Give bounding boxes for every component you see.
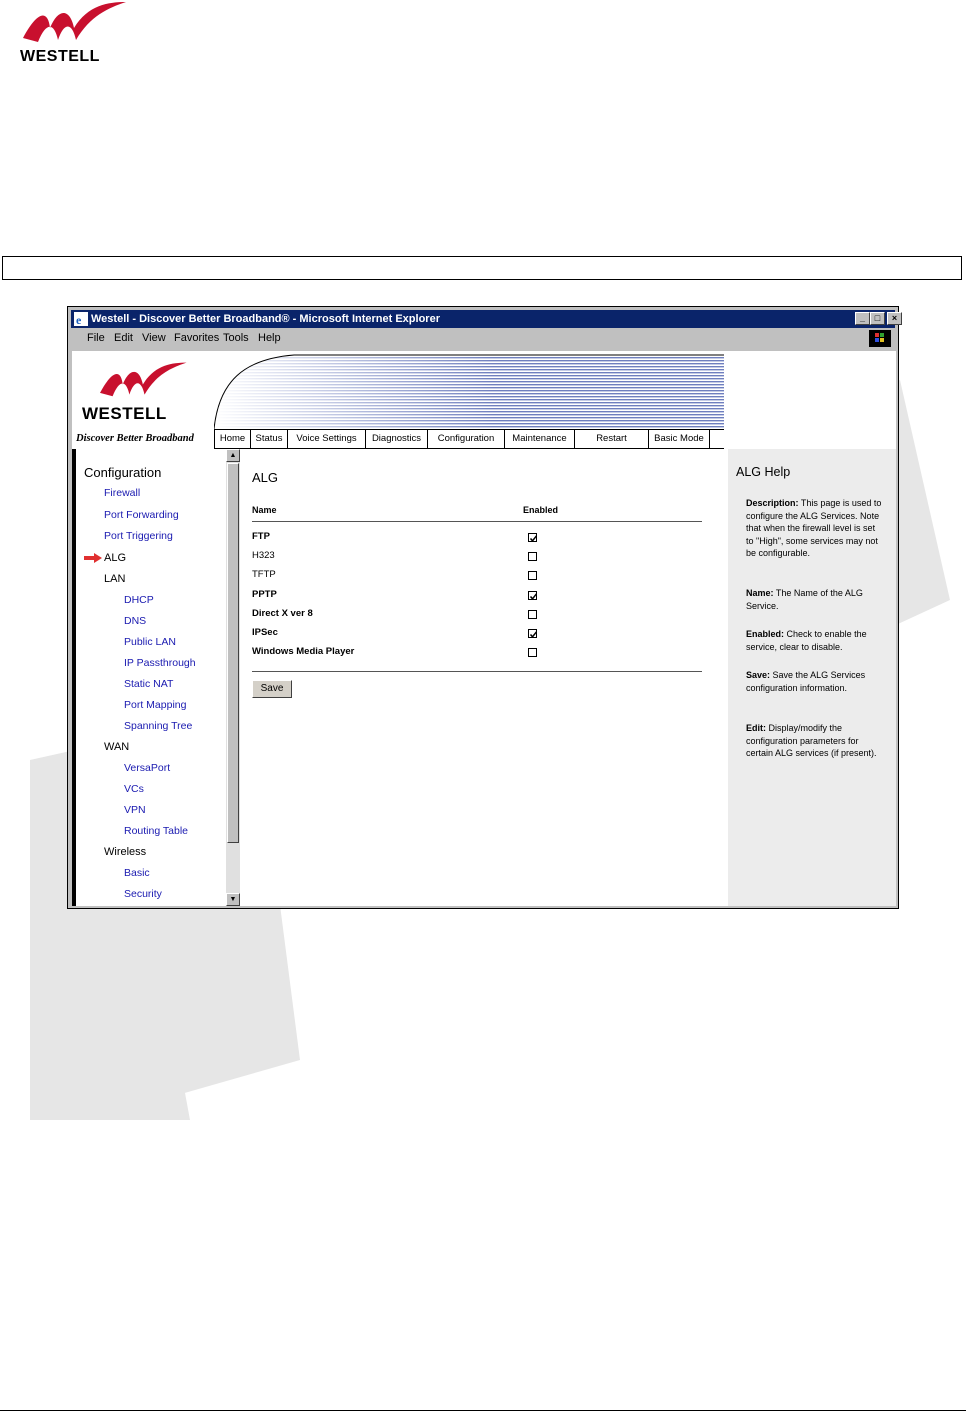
service-name: IPSec: [252, 627, 278, 638]
sidebar-item-routing-table[interactable]: Routing Table: [124, 825, 189, 837]
browser-window: [67, 306, 899, 909]
ie-icon: [74, 312, 88, 326]
banner-tagline: Discover Better Broadband: [76, 433, 194, 444]
document-logo: [18, 0, 128, 66]
sidebar-item-lan[interactable]: LAN: [104, 573, 126, 585]
sidebar-item-security[interactable]: Security: [124, 888, 162, 900]
tab-status[interactable]: Status: [250, 430, 287, 448]
westell-swoosh-icon: [18, 0, 128, 50]
westell-swoosh-icon: [92, 361, 192, 403]
sidebar-item-vcs[interactable]: VCs: [124, 783, 144, 795]
help-name: [746, 587, 882, 612]
maximize-button[interactable]: □: [870, 312, 885, 325]
service-name: FTP: [252, 531, 270, 542]
help-save-text: Save the ALG Services configuration information.: [746, 670, 866, 693]
help-description-term: Description:: [746, 498, 799, 508]
sidebar-item-ip-passthrough[interactable]: IP Passthrough: [124, 657, 196, 669]
menu-help[interactable]: Help: [258, 332, 281, 344]
sidebar-item-port-mapping[interactable]: Port Mapping: [124, 699, 187, 711]
help-description-text: This page is used to configure the ALG Services. Note that when the firewall level is set to "High", some services may not be configurable.: [746, 498, 882, 558]
window-title: Westell - Discover Better Broadband® - Microsoft Internet Explorer: [91, 313, 440, 325]
sidebar-item-spanning-tree[interactable]: Spanning Tree: [124, 720, 193, 732]
banner-logo: [72, 351, 210, 449]
menu-file[interactable]: File: [87, 332, 105, 344]
help-edit: [746, 722, 882, 760]
header-divider: [252, 521, 702, 522]
sidebar-item-port-triggering[interactable]: Port Triggering: [104, 530, 173, 542]
service-enabled-checkbox[interactable]: [528, 571, 537, 580]
banner-brand: WESTELL: [82, 404, 167, 423]
service-enabled-checkbox[interactable]: [528, 591, 537, 600]
service-name: PPTP: [252, 589, 277, 600]
tab-home[interactable]: Home: [214, 430, 250, 448]
help-description: [746, 497, 882, 560]
page-title: ALG: [252, 470, 279, 485]
sidebar-item-alg[interactable]: ALG: [104, 552, 127, 564]
service-name: Windows Media Player: [252, 646, 355, 657]
service-enabled-checkbox[interactable]: [528, 533, 537, 542]
menu-edit[interactable]: Edit: [114, 332, 133, 344]
menu-view[interactable]: View: [142, 332, 166, 344]
service-name: Direct X ver 8: [252, 608, 313, 619]
help-name-term: Name:: [746, 588, 774, 598]
page-content: [72, 351, 896, 906]
footer-divider: [252, 671, 702, 672]
tab-voice-settings[interactable]: Voice Settings: [287, 430, 365, 448]
sidebar-item-static-nat[interactable]: Static NAT: [124, 678, 174, 690]
title-bar[interactable]: [71, 310, 898, 328]
column-header-enabled: Enabled: [523, 505, 559, 515]
sidebar-item-versaport[interactable]: VersaPort: [124, 762, 171, 774]
document-footer-rule: [0, 1410, 966, 1411]
tab-diagnostics[interactable]: Diagnostics: [365, 430, 427, 448]
service-name: H323: [252, 550, 275, 561]
sidebar-item-dns[interactable]: DNS: [124, 615, 147, 627]
help-edit-text: Display/modify the configuration parameters for certain ALG services (if present).: [746, 723, 877, 758]
document-caption-box: [2, 256, 962, 280]
scroll-up-icon[interactable]: ▲: [226, 449, 240, 462]
service-enabled-checkbox[interactable]: [528, 552, 537, 561]
svg-text:e: e: [76, 313, 82, 326]
sidebar-item-firewall[interactable]: Firewall: [104, 487, 141, 499]
help-save: [746, 669, 882, 694]
service-enabled-checkbox[interactable]: [528, 648, 537, 657]
menu-bar: [71, 329, 895, 349]
tab-basic-mode[interactable]: Basic Mode: [648, 430, 710, 448]
menu-tools[interactable]: Tools: [223, 332, 249, 344]
tab-maintenance[interactable]: Maintenance: [504, 430, 574, 448]
sidebar-item-dhcp[interactable]: DHCP: [124, 594, 154, 606]
sidebar-item-wan[interactable]: WAN: [104, 741, 130, 753]
help-edit-term: Edit:: [746, 723, 766, 733]
minimize-button[interactable]: _: [855, 312, 870, 325]
nav-tabs: [214, 429, 724, 449]
sidebar-scrollbar[interactable]: [226, 449, 240, 906]
help-enabled: [746, 628, 882, 653]
column-header-name: Name: [252, 505, 277, 515]
help-title: ALG Help: [736, 465, 791, 479]
scroll-thumb[interactable]: [227, 463, 239, 843]
help-panel: [728, 449, 896, 906]
document-logo-text: WESTELL: [20, 48, 100, 65]
help-name-text: The Name of the ALG Service.: [746, 588, 863, 611]
banner-stripes: [214, 351, 724, 429]
service-name: TFTP: [252, 569, 276, 580]
sidebar-item-basic[interactable]: Basic: [124, 867, 150, 879]
sidebar: [76, 449, 226, 906]
help-enabled-term: Enabled:: [746, 629, 785, 639]
sidebar-heading: Configuration: [84, 465, 162, 480]
sidebar-item-public-lan[interactable]: Public LAN: [124, 636, 176, 648]
sidebar-item-wireless[interactable]: Wireless: [104, 846, 147, 858]
tab-configuration[interactable]: Configuration: [427, 430, 504, 448]
tab-restart[interactable]: Restart: [574, 430, 648, 448]
windows-logo-icon: [869, 330, 891, 347]
service-enabled-checkbox[interactable]: [528, 629, 537, 638]
help-save-term: Save:: [746, 670, 771, 680]
scroll-down-icon[interactable]: ▼: [226, 893, 240, 906]
close-button[interactable]: ×: [887, 312, 902, 325]
sidebar-item-port-forwarding[interactable]: Port Forwarding: [104, 509, 179, 521]
active-arrow-icon: [84, 553, 102, 563]
service-enabled-checkbox[interactable]: [528, 610, 537, 619]
save-button[interactable]: Save: [252, 680, 292, 698]
sidebar-item-vpn[interactable]: VPN: [124, 804, 146, 816]
help-enabled-text: Check to enable the service, clear to disable.: [746, 629, 867, 652]
menu-favorites[interactable]: Favorites: [174, 332, 220, 344]
